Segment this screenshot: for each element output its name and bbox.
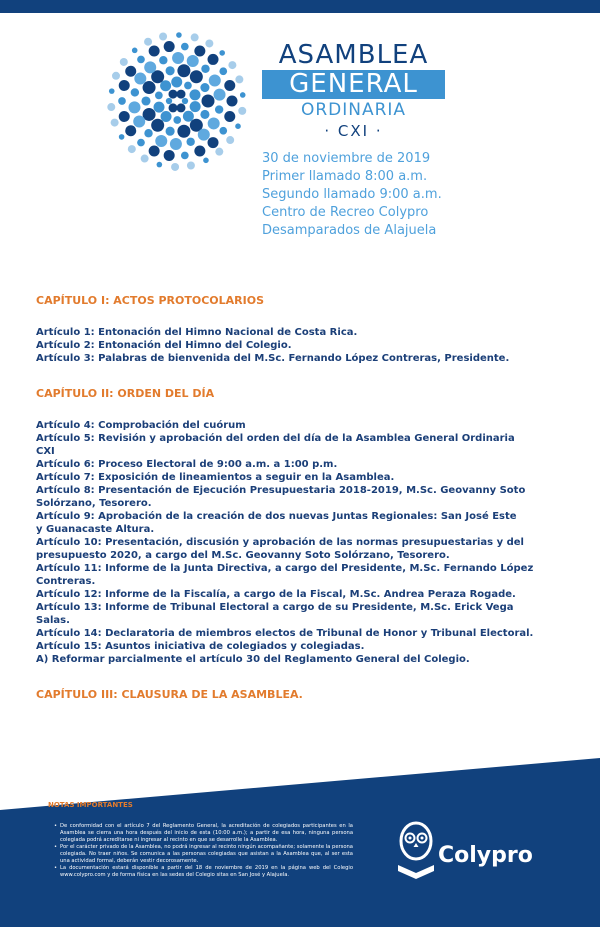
logo-dot [119, 111, 130, 122]
logo-dot [166, 66, 175, 75]
logo-dot [235, 123, 241, 129]
logo-dot [120, 58, 128, 66]
logo-dot [177, 64, 190, 77]
logo-dot [190, 70, 203, 83]
venue-name: Centro de Recreo Colypro [262, 205, 429, 220]
logo-dot [154, 102, 165, 113]
logo-dot [107, 103, 115, 111]
logo-dot [141, 96, 150, 105]
logo-dot [200, 110, 209, 119]
top-bar [0, 0, 600, 13]
logo-dot [187, 162, 195, 170]
logo-dot [189, 89, 200, 100]
logo-dot [215, 148, 223, 156]
title-general: GENERAL [262, 70, 445, 99]
logo-dot [144, 129, 152, 137]
session-number: · CXI · [324, 122, 383, 140]
logo-dot [187, 55, 199, 67]
logo-dot [171, 163, 179, 171]
agenda-line: Artículo 11: Informe de la Junta Directiva, a cargo del Presidente, M.Sc. Fernando López [36, 563, 534, 574]
title-asamblea: ASAMBLEA [278, 40, 429, 70]
note-item: • La documentación estará disponible a partir del 18 de noviembre de 2019 en la página web del Colegio www.colypro.com y de forma física en las sedes del Colegio sitas en San José y Alajuela. [54, 865, 353, 879]
logo-dot [208, 54, 219, 65]
logo-dot [181, 43, 189, 51]
logo-dot [240, 92, 246, 98]
logo-dot [215, 105, 223, 113]
logo-dot [109, 88, 115, 94]
agenda-line: Artículo 4: Comprobación del cuórum [36, 420, 246, 431]
agenda [36, 294, 566, 702]
agenda-line: y Guanacaste Altura. [36, 524, 155, 535]
logo-dot [176, 32, 182, 38]
agenda-line: CXI [36, 446, 55, 457]
logo-dot [173, 116, 181, 124]
title-ordinaria: ORDINARIA [300, 100, 407, 120]
venue-location: Desamparados de Alajuela [262, 223, 437, 238]
logo-dot [132, 48, 138, 54]
logo-dot [177, 125, 190, 138]
second-call: Segundo llamado 9:00 a.m. [262, 187, 442, 202]
logo-dot [155, 92, 163, 100]
logo-dot [133, 116, 145, 128]
logo-dot [159, 32, 167, 40]
logo-dot [149, 45, 160, 56]
logo-dot [166, 98, 172, 104]
agenda-line: Artículo 15: Asuntos iniciativa de colegiados y colegiadas. [36, 641, 365, 652]
dot-circle-logo [106, 30, 248, 172]
logo-dot [177, 90, 186, 99]
first-call: Primer llamado 8:00 a.m. [262, 169, 428, 184]
logo-dot [219, 67, 227, 75]
logo-dot [208, 137, 219, 148]
note-item: • De conformidad con el artículo 7 del Reglamento General, la acreditación de colegiados participantes en la Asamblea se cierra una hora después del inicio de esta (10:00 a.m.); a partir de esa hora, ninguna persona colegiada podrá acreditarse ni ingresar al recinto en que se desarrolle la Asamblea. [54, 823, 353, 844]
logo-dot [194, 45, 205, 56]
logo-dot [214, 89, 226, 101]
logo-dot [219, 50, 225, 56]
agenda-line: Artículo 7: Exposición de lineamientos a seguir en la Asamblea. [36, 472, 395, 483]
logo-dot [226, 136, 234, 144]
logo-dot [224, 111, 235, 122]
logo-dot [194, 146, 205, 157]
agenda-line: Solórzano, Tesorero. [36, 498, 152, 509]
logo-dot [118, 97, 126, 105]
logo-dot [190, 101, 201, 112]
logo-dot [164, 150, 175, 161]
logo-dot [111, 119, 119, 127]
agenda-line: Artículo 2: Entonación del Himno del Colegio. [36, 340, 292, 351]
logo-dot [125, 66, 136, 77]
logo-dot [191, 33, 199, 41]
logo-dot [131, 88, 139, 96]
logo-dot [169, 90, 178, 99]
logo-dot [181, 152, 189, 160]
important-notes [48, 800, 353, 879]
logo-dot [203, 158, 209, 164]
logo-dot [159, 56, 167, 64]
logo-dot [157, 162, 163, 168]
logo-dot [238, 107, 246, 115]
logo-dot [151, 119, 164, 132]
agenda-line: Artículo 5: Revisión y aprobación del orden del día de la Asamblea General Ordinaria [36, 433, 515, 444]
logo-dot [144, 61, 156, 73]
owl-book-icon [394, 821, 438, 883]
colypro-logo [394, 817, 554, 887]
logo-dot [235, 75, 243, 83]
logo-dot [209, 74, 221, 86]
logo-dot [202, 95, 215, 108]
logo-dot [228, 61, 236, 69]
event-date: 30 de noviembre de 2019 [262, 151, 431, 166]
logo-dot [128, 101, 140, 113]
agenda-line: Artículo 1: Entonación del Himno Nacional de Costa Rica. [36, 327, 358, 338]
logo-dot [208, 117, 220, 129]
logo-dot [155, 135, 167, 147]
logo-dot [149, 146, 160, 157]
logo-dot [119, 134, 125, 140]
logo-dot [219, 127, 227, 135]
logo-dot [200, 83, 209, 92]
note-item: • Por el carácter privado de la Asamblea, no podrá ingresar al recinto ningún acompañante; solamente la persona colegiada. No traer niños. Se comunica a las personas colegiadas que asistan a la Asamblea que, al ser esta una actividad formal, deberán vestir decorosamente. [54, 844, 353, 865]
brand-name: Colypro [438, 843, 533, 868]
logo-dot [134, 73, 146, 85]
agenda-line: A) Reformar parcialmente el artículo 30 del Reglamento General del Colegio. [36, 654, 470, 665]
agenda-line: Contreras. [36, 576, 96, 587]
agenda-line: Artículo 8: Presentación de Ejecución Presupuestaria 2018-2019, M.Sc. Geovanny Soto [36, 485, 526, 496]
logo-dot [177, 103, 186, 112]
logo-dot [125, 125, 136, 136]
chapter-2-title: CAPÍTULO II: ORDEN DEL DÍA [36, 387, 215, 400]
notes-title: NOTAS IMPORTANTES [48, 801, 133, 809]
logo-dot [205, 39, 213, 47]
logo-dot [128, 145, 136, 153]
logo-dot [166, 127, 175, 136]
logo-dot [171, 77, 182, 88]
logo-dot [160, 80, 171, 91]
agenda-line: Artículo 14: Declaratoria de miembros electos de Tribunal de Honor y Tribunal Electoral. [36, 628, 534, 639]
event-details [262, 150, 582, 240]
logo-dot [172, 52, 184, 64]
logo-dot [183, 111, 194, 122]
logo-dot [186, 138, 194, 146]
chapter-3-title: CAPÍTULO III: CLAUSURA DE LA ASAMBLEA. [36, 688, 303, 701]
logo-dot [170, 138, 182, 150]
logo-dot [198, 129, 210, 141]
logo-dot [224, 80, 235, 91]
agenda-line: Artículo 3: Palabras de bienvenida del M.Sc. Fernando López Contreras, Presidente. [36, 353, 510, 364]
logo-dot [227, 96, 238, 107]
agenda-line: Artículo 6: Proceso Electoral de 9:00 a.m. a 1:00 p.m. [36, 459, 338, 470]
agenda-line: presupuesto 2020, a cargo del M.Sc. Geovanny Soto Solórzano, Tesorero. [36, 550, 450, 561]
logo-dot [119, 80, 130, 91]
logo-dot [144, 38, 152, 46]
logo-dot [112, 72, 120, 80]
agenda-line: Artículo 12: Informe de la Fiscalía, a cargo de la Fiscal, M.Sc. Andrea Peraza Rogade. [36, 589, 516, 600]
logo-dot [143, 81, 156, 94]
agenda-line: Artículo 9: Aprobación de la creación de dos nuevas Juntas Regionales: San José Este [36, 511, 517, 522]
logo-dot [164, 41, 175, 52]
logo-dot [182, 98, 188, 104]
logo-dot [137, 139, 145, 147]
logo-dot [169, 103, 178, 112]
logo-dot [184, 82, 192, 90]
logo-dot [161, 111, 172, 122]
logo-dot [141, 155, 149, 163]
logo-dot [201, 65, 209, 73]
chapter-1-title: CAPÍTULO I: ACTOS PROTOCOLARIOS [36, 294, 265, 307]
agenda-line: Salas. [36, 615, 70, 626]
logo-dot [137, 56, 145, 64]
agenda-line: Artículo 10: Presentación, discusión y aprobación de las normas presupuestarias y del [36, 537, 524, 548]
agenda-line: Artículo 13: Informe de Tribunal Electoral a cargo de su Presidente, M.Sc. Erick Vega [36, 602, 514, 613]
